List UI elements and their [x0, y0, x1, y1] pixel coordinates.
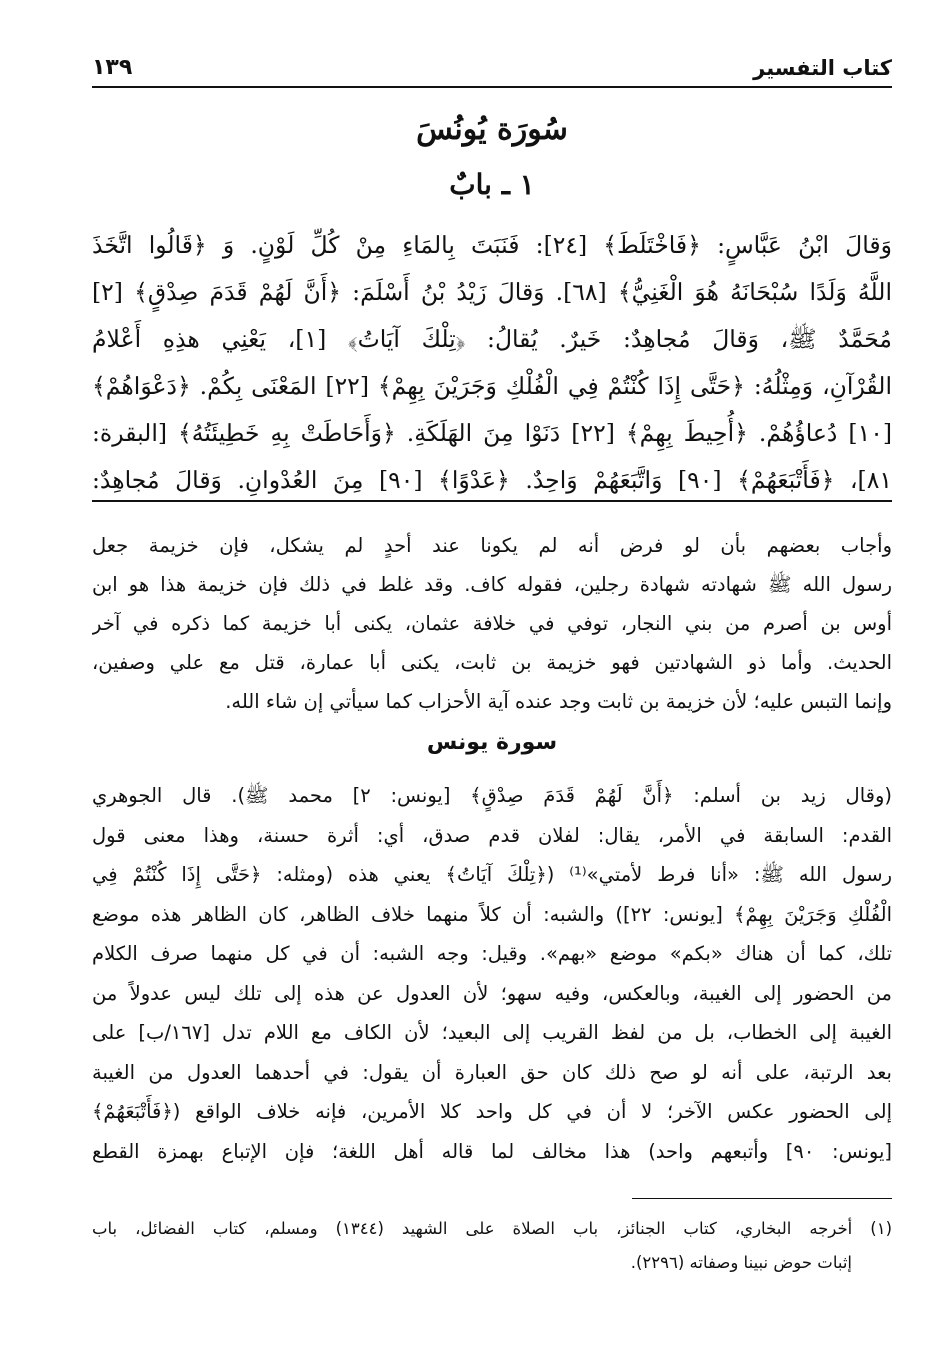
- page-number: ١٣٩: [92, 55, 133, 80]
- footnote-line: (١) أخرجه البخاري، كتاب الجنائز، باب الصلاة على الشهيد (١٣٤٤) ومسلم، كتاب الفضائل، باب: [92, 1219, 892, 1238]
- commentary-sura-heading: سورة يونس: [426, 730, 558, 755]
- commentary-line: القدم: السابقة في الأمر، يقال: لفلان قدم صدق، أي: أثرة حسنة، وهذا معنى قول: [92, 823, 892, 847]
- commentary-line: (وقال زيد بن أسلم: ﴿أَنَّ لَهُمْ قَدَمَ صِدْقٍ﴾ [يونس: ٢] محمد ﷺ). قال الجوهري: [92, 784, 892, 807]
- running-head-title: كتاب التفسير: [753, 56, 892, 80]
- commentary-line: تلك، كما أن هناك «بكم» موضع «بهم». وقيل: وجه الشبه: أن في كل منهما صرف الكلام: [92, 942, 892, 965]
- commentary-line: رسول الله ﷺ شهادته شهادة رجلين، فقوله كاف. وقد غلط في ذلك فإن خزيمة هذا هو ابن: [92, 573, 892, 596]
- matn-line: [١٠] دُعاؤُهُمْ. ﴿أُحِيطَ بِهِمْ﴾ [٢٢] دَنَوْا مِنَ الهَلَكَةِ. ﴿وَأَحَاطَتْ بِهِ خَطِيئَتُهُ﴾ [البقرة:: [92, 419, 892, 447]
- commentary-line: [يونس: ٩٠] وأتبعهم واحد) هذا مخالف لما قاله أهل اللغة؛ فإن الإتباع بهمزة القطع: [92, 1139, 892, 1163]
- commentary-block-1: [92, 526, 892, 721]
- commentary-line: الحديث. وأما ذو الشهادتين فهو خزيمة بن ثابت، يكنى أبا عمارة، قتل مع علي وصفين،: [92, 651, 892, 674]
- footnote-line: إثبات حوض نبينا وصفاته (٢٢٩٦).: [630, 1253, 852, 1272]
- footnote-separator: [632, 1198, 892, 1199]
- commentary-line: إلى الحضور عكس الآخر؛ لا أن في كل واحد كلا الأمرين، فإنه خلاف الواقع (﴿فَأَتْبَعَهُمْ﴾: [92, 1100, 892, 1123]
- commentary-line: بعد الرتبة، على أنه لو صح ذلك كان حق العبارة أن يقول: في أحدهما العدول من الغيبة: [92, 1060, 892, 1084]
- commentary-line: وإنما التبس عليه؛ لأن خزيمة بن ثابت وجد عنده آية الأحزاب كما سيأتي إن شاء الله.: [225, 690, 892, 713]
- page-header: [92, 46, 892, 88]
- matn-separator: [92, 500, 892, 502]
- commentary-line: من الحضور إلى الغيبة، وبالعكس، وفيه سهو؛ لأن العدول عن هذه إلى تلك ليس عدولاً من: [92, 981, 892, 1005]
- matn-line: وَقالَ ابْنُ عَبَّاسٍ: ﴿فَاخْتَلَطَ﴾ [٢٤]: فَنَبَتَ بِالمَاءِ مِنْ كُلِّ لَوْنٍ. وَ ﴿قَالُوا اتَّخَذَ: [92, 231, 892, 259]
- matn-line: مُحَمَّدٌ ﷺ، وَقالَ مُجاهِدٌ: خَيرٌ. يُقالُ: ﴿تِلْكَ آيَاتُ﴾ [١]، يَعْنِي هذِهِ أَعْلامُ: [92, 325, 892, 353]
- commentary-line: رسول الله ﷺ: «أنا فرط لأمتي»⁽¹⁾ (﴿تِلْكَ آيَاتُ﴾ يعني هذه (ومثله: ﴿حَتَّى إِذَا كُنْتُمْ فِي: [92, 863, 892, 886]
- matn-line: اللَّهُ وَلَدًا سُبْحَانَهُ هُوَ الْغَنِيُّ﴾ [٦٨]. وَقالَ زَيْدُ بْنُ أَسْلَمَ: ﴿أَنَّ لَهُمْ قَدَمَ صِدْقٍ﴾ [٢]: [92, 278, 892, 306]
- commentary-line: أوس بن أصرم من بني النجار، توفي في خلافة عثمان، يكنى أبا خزيمة كما ذكره في آخر: [92, 612, 892, 635]
- commentary-line: وأجاب بعضهم بأن لو فرض أنه لم يكونا عند أحدٍ لم يشكل، فإن خزيمة جعل: [92, 534, 892, 557]
- sura-heading: سُورَة يُونُسَ: [416, 112, 568, 147]
- footnote: [92, 1212, 892, 1280]
- commentary-block-2: [92, 776, 892, 1171]
- matn-text: [92, 222, 892, 504]
- commentary-line: الغيبة إلى الخطاب، بل من لفظ القريب إلى البعيد؛ لأن الكاف مع اللام تدل [١٦٧/ب] على: [92, 1021, 892, 1044]
- matn-line: ٨١]، ﴿فَأَتْبَعَهُمْ﴾ [٩٠] وَاتَّبَعَهُمْ وَاحِدٌ. ﴿عَدْوًا﴾ [٩٠] مِنَ العُدْوانِ. وَقالَ مُجاهِدٌ:: [92, 466, 892, 494]
- matn-line: القُرْآنِ، وَمِثْلُهُ: ﴿حَتَّى إِذَا كُنْتُمْ فِي الْفُلْكِ وَجَرَيْنَ بِهِمْ﴾ [٢٢] المَعْنَى بِكُمْ. ﴿دَعْوَاهُمْ﴾: [92, 372, 892, 400]
- commentary-line: الْفُلْكِ وَجَرَيْنَ بِهِمْ﴾ [يونس: ٢٢]) والشبه: أن كلاً منهما خلاف الظاهر، كان الظاهر هذه موضع: [92, 902, 892, 926]
- chapter-heading: ١ ـ بابٌ: [449, 168, 535, 201]
